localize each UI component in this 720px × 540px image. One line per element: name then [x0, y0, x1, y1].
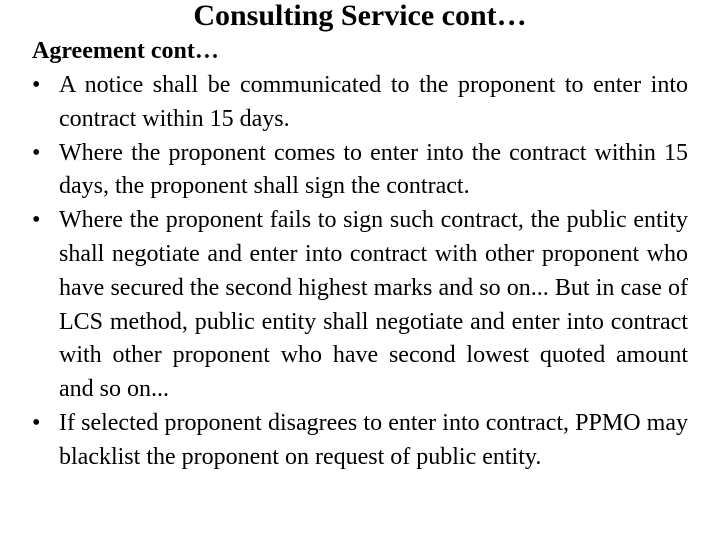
bullet-icon: •: [32, 139, 41, 166]
slide-title: Consulting Service cont…: [193, 0, 527, 32]
bullet-text: If selected proponent disagrees to enter into contract, PPMO may blacklist the proponent on request of public entity.: [59, 409, 688, 470]
bullet-text: Where the proponent comes to enter into the contract within 15 days, the proponent shall sign the contract.: [59, 139, 688, 200]
bullet-item: [32, 407, 688, 475]
bullet-icon: •: [32, 72, 41, 98]
section-subheading: Agreement cont…: [32, 38, 219, 64]
bullet-item: [32, 69, 688, 137]
bullet-item: [32, 137, 688, 205]
bullet-text: A notice shall be communicated to the proponent to enter into contract within 15 days.: [59, 72, 688, 132]
bullet-list: [32, 69, 688, 475]
bullet-item: [32, 204, 688, 407]
bullet-text: Where the proponent fails to sign such contract, the public entity shall negotiate and enter into contract with other proponent who have secured the second highest marks and so on... But in case of LCS method, public entity shall negotiate and enter into contract with other proponent who have second lowest quoted amount and so on...: [59, 207, 688, 403]
bullet-icon: •: [32, 409, 41, 436]
bullet-icon: •: [32, 207, 41, 234]
